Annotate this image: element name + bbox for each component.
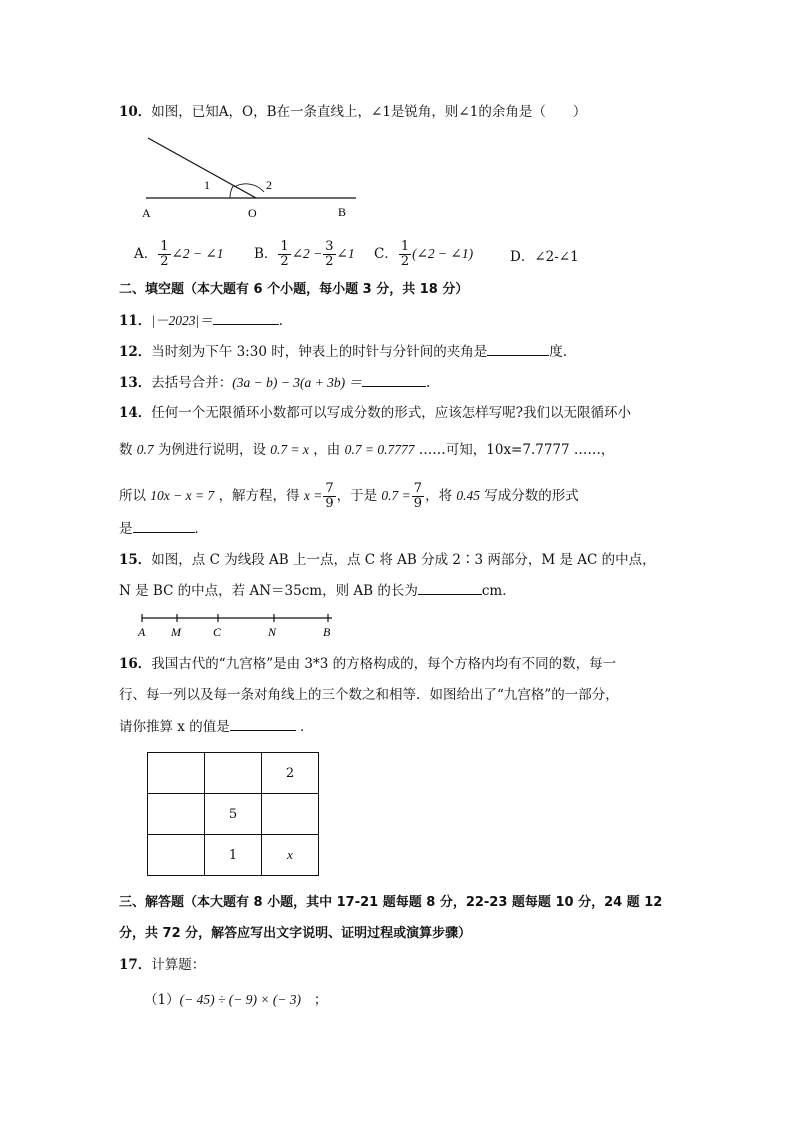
question-16-line1 [119, 654, 616, 674]
question-text: 如图，点 C 为线段 AB 上一点，点 C 将 AB 分成 2∶3 两部分，M 是 AC 的中点， [151, 552, 656, 568]
frac-num: 1 [400, 239, 410, 254]
question-14-line4 [119, 518, 208, 539]
answer-blank[interactable] [487, 341, 549, 356]
option-expr: ∠1 [336, 246, 355, 261]
option-letter: D． [510, 249, 535, 265]
point-label-B: B [323, 625, 331, 639]
question-14-line1 [119, 403, 631, 423]
question-14-line3 [119, 482, 579, 511]
label-A: A [142, 206, 151, 220]
part-label: （1） [144, 992, 180, 1008]
question-text: ，解方程，得 [218, 488, 300, 504]
grid-cell [262, 794, 319, 835]
question-text: 我国古代的“九宫格”是由 3*3 的方格构成的，每个方格内均有不同的数，每一 [151, 656, 617, 672]
punct: ． [300, 719, 314, 735]
fraction [323, 482, 335, 511]
question-expr: |－2023|＝ [151, 313, 213, 328]
section-2-heading: 二、填空题（本大题有 6 个小题，每小题 3 分，共 18 分） [119, 282, 469, 297]
magic-square-grid [147, 752, 319, 876]
grid-row [148, 753, 319, 794]
question-text: 行、每一列以及每一条对角线上的三个数之和相等．如图给出了“九宫格”的一部分， [119, 687, 619, 703]
grid-cell [148, 794, 205, 835]
question-text: ，将 [425, 488, 453, 504]
question-text: 当时刻为下午 3:30 时，钟表上的时针与分针间的夹角是 [151, 344, 488, 360]
fraction [399, 240, 411, 269]
option-expr: ∠2 − [291, 246, 323, 261]
grid-cell [148, 753, 205, 794]
frac-num: 3 [325, 239, 334, 254]
punct: . [425, 375, 431, 391]
label-O: O [248, 206, 257, 220]
grid-row [148, 835, 319, 876]
question-number: 13． [119, 375, 152, 391]
frac-den: 2 [325, 254, 334, 269]
question-12 [119, 341, 567, 362]
frac-den: 2 [160, 254, 169, 269]
point-label-M: M [171, 625, 181, 639]
punct: ． [278, 313, 293, 329]
option-expr: (∠2 − ∠1) [412, 246, 474, 261]
grid-cell: 5 [205, 794, 262, 835]
answer-blank[interactable] [418, 580, 482, 595]
section-3-heading-line1: 三、解答题（本大题有 8 小题，其中 17-21 题每题 8 分，22-23 题每题 10 分，24 题 12 [119, 895, 663, 910]
question-text: 请你推算 x 的值是 [119, 719, 230, 735]
math-expr: 0.7 = [381, 488, 411, 503]
question-text: ，由 [313, 442, 341, 458]
grid-cell [148, 835, 205, 876]
question-text: 任何一个无限循环小数都可以写成分数的形式，应该怎样写呢?我们以无限循环小 [151, 405, 632, 421]
point-label-A: A [138, 625, 146, 639]
grid-cell [205, 753, 262, 794]
punct: 度. [549, 344, 567, 360]
option-letter: C． [374, 246, 398, 262]
question-text: ，于是 [336, 488, 378, 504]
option-b [254, 240, 355, 269]
math-expr: 0.7 = x [270, 442, 309, 457]
question-text: N 是 BC 的中点，若 AN＝35cm，则 AB 的长为 [119, 583, 418, 599]
point-label-N: N [268, 625, 277, 639]
question-expr: (3a − b) − 3(a + 3b) ＝ [232, 375, 362, 390]
punct: ； [313, 992, 328, 1008]
question-17 [119, 955, 205, 975]
question-number: 12． [119, 344, 152, 360]
grid-cell: 2 [262, 753, 319, 794]
frac-num: 1 [280, 239, 289, 254]
question-text: 去括号合并： [151, 375, 233, 391]
label-2: 2 [266, 178, 272, 192]
frac-num: 7 [325, 481, 334, 496]
option-a [134, 240, 224, 269]
question-text: 如图，已知A，O，B在一条直线上，∠1是锐角，则∠1的余角是（ ） [151, 104, 587, 120]
question-11 [119, 310, 292, 331]
option-expr: ∠2 − ∠1 [171, 246, 224, 261]
question-text: ……可知，10x=7.7777 ……， [418, 442, 615, 458]
option-d [510, 245, 579, 265]
point-label-C: C [213, 625, 222, 639]
question-text: 数 [119, 442, 133, 458]
math-expr: 10x − x = 7 [150, 488, 215, 503]
frac-den: 9 [325, 496, 334, 511]
answer-blank[interactable] [213, 310, 279, 325]
frac-num: 7 [413, 481, 423, 496]
repeating-decimal: 0.45 [456, 488, 480, 503]
question-text: 所以 [119, 488, 146, 504]
question-15-line1 [119, 550, 656, 570]
math-expr: (− 45) ÷ (− 9) × (− 3) [179, 992, 302, 1007]
grid-cell: 1 [205, 835, 262, 876]
grid-row [148, 794, 319, 835]
question-text: 为例进行说明，设 [157, 442, 266, 458]
angle-figure [138, 134, 368, 224]
punct: cm． [481, 583, 516, 599]
fraction [278, 240, 290, 269]
math-expr: 0.7 = 0.7777 [344, 442, 415, 457]
label-B: B [338, 205, 347, 219]
frac-den: 9 [413, 496, 423, 511]
frac-den: 2 [400, 254, 410, 269]
question-16-line3 [119, 716, 314, 737]
option-c [374, 240, 473, 269]
question-text: 写成分数的形式 [484, 488, 579, 504]
answer-blank[interactable] [362, 372, 426, 387]
question-number: 14． [119, 405, 152, 421]
answer-blank[interactable] [230, 716, 296, 731]
segment-figure [136, 610, 346, 642]
question-17-part1 [144, 990, 327, 1010]
repeating-decimal: 0.7 [136, 442, 154, 457]
math-expr: x = [303, 488, 323, 503]
frac-den: 2 [280, 254, 289, 269]
fraction [158, 240, 170, 269]
question-text: 计算题： [151, 957, 206, 973]
answer-blank[interactable] [133, 518, 195, 533]
question-10 [119, 102, 586, 122]
ray-line [148, 138, 256, 198]
frac-num: 1 [160, 239, 169, 254]
fraction [412, 482, 424, 511]
punct: ． [194, 521, 208, 537]
section-3-heading-line2: 分，共 72 分，解答应写出文字说明、证明过程或演算步骤） [119, 926, 472, 941]
question-16-line2 [119, 685, 619, 705]
question-13 [119, 372, 430, 393]
question-number: 15． [119, 552, 152, 568]
label-1: 1 [204, 178, 210, 192]
option-letter: B． [254, 246, 278, 262]
option-expr: ∠2-∠1 [534, 249, 579, 265]
angle-1-arc [230, 186, 233, 198]
question-text: 是 [119, 521, 133, 537]
question-number: 16． [119, 656, 152, 672]
question-number: 17． [119, 957, 152, 973]
question-number: 11． [119, 313, 152, 329]
question-number: 10． [119, 104, 152, 120]
question-14-line2 [119, 440, 614, 460]
option-letter: A． [134, 246, 158, 262]
grid-cell: x [262, 835, 319, 876]
question-15-line2 [119, 580, 516, 601]
fraction [323, 240, 335, 269]
